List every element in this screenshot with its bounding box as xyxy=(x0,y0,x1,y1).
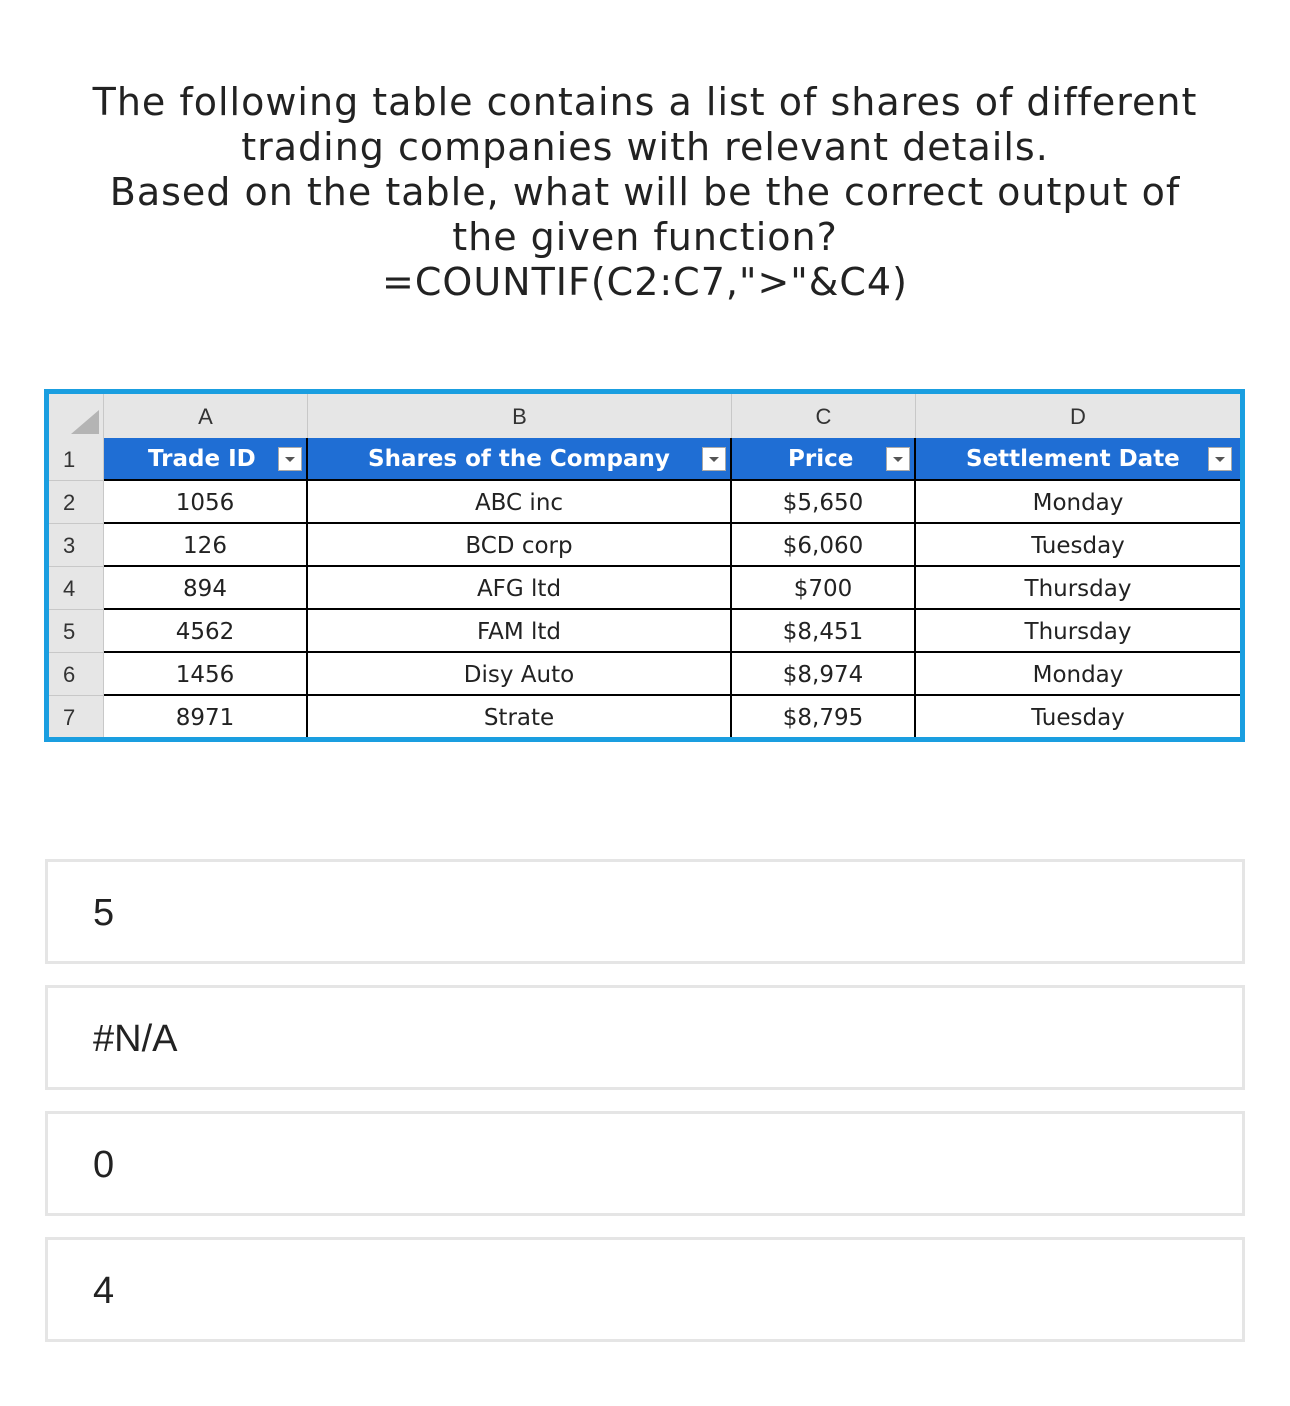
column-letter-d: D xyxy=(1070,404,1086,429)
question-line-2: trading companies with relevant details. xyxy=(241,125,1049,169)
answer-option-1[interactable] xyxy=(45,859,1245,964)
cell-price: $6,060 xyxy=(732,524,916,567)
answer-option-label: 0 xyxy=(93,1144,115,1186)
cell-settlement-date: Thursday xyxy=(916,610,1240,653)
cell-price: $5,650 xyxy=(732,481,916,524)
header-shares-company-label: Shares of the Company xyxy=(368,446,670,472)
cell-company: ABC inc xyxy=(308,481,732,524)
column-letter-a: A xyxy=(104,394,308,438)
question-line-1: The following table contains a list of shares of different xyxy=(92,80,1198,124)
answer-option-3[interactable] xyxy=(45,1111,1245,1216)
question-text xyxy=(40,80,1250,305)
row-number-3: 3 xyxy=(49,524,104,567)
cell-company: Disy Auto xyxy=(308,653,732,696)
header-price xyxy=(732,438,916,481)
header-trade-id xyxy=(104,438,308,481)
row-number-7: 7 xyxy=(49,696,104,737)
cell-company: BCD corp xyxy=(308,524,732,567)
question-line-3: Based on the table, what will be the correct output of xyxy=(109,170,1181,214)
row-number-4: 4 xyxy=(49,567,104,610)
select-all-corner xyxy=(49,394,104,438)
cell-trade-id: 8971 xyxy=(104,696,308,737)
filter-dropdown-icon[interactable] xyxy=(1208,447,1232,471)
cell-company: AFG ltd xyxy=(308,567,732,610)
cell-price: $700 xyxy=(732,567,916,610)
filter-dropdown-icon[interactable] xyxy=(702,447,726,471)
answer-option-label: #N/A xyxy=(93,1018,178,1060)
cell-settlement-date: Tuesday xyxy=(916,524,1240,567)
header-trade-id-label: Trade ID xyxy=(148,446,256,472)
answer-option-label: 4 xyxy=(93,1270,115,1312)
cell-settlement-date: Thursday xyxy=(916,567,1240,610)
row-number-2: 2 xyxy=(49,481,104,524)
cell-trade-id: 1456 xyxy=(104,653,308,696)
cell-trade-id: 4562 xyxy=(104,610,308,653)
header-shares-company xyxy=(308,438,732,481)
answer-option-2[interactable] xyxy=(45,985,1245,1090)
header-settlement-date xyxy=(916,438,1240,481)
answer-option-label: 5 xyxy=(93,892,115,934)
row-number-1: 1 xyxy=(49,438,104,481)
answer-option-4[interactable] xyxy=(45,1237,1245,1342)
cell-company: Strate xyxy=(308,696,732,737)
cell-price: $8,795 xyxy=(732,696,916,737)
header-price-label: Price xyxy=(788,446,854,472)
cell-price: $8,974 xyxy=(732,653,916,696)
column-letter-c: C xyxy=(732,394,916,438)
cell-company: FAM ltd xyxy=(308,610,732,653)
select-all-triangle-icon xyxy=(71,410,99,434)
cell-settlement-date: Monday xyxy=(916,653,1240,696)
filter-dropdown-icon[interactable] xyxy=(278,447,302,471)
row-number-5: 5 xyxy=(49,610,104,653)
question-line-4: the given function? xyxy=(452,215,838,259)
row-number-6: 6 xyxy=(49,653,104,696)
cell-trade-id: 126 xyxy=(104,524,308,567)
cell-trade-id: 1056 xyxy=(104,481,308,524)
filter-dropdown-icon[interactable] xyxy=(886,447,910,471)
cell-settlement-date: Tuesday xyxy=(1031,705,1125,731)
cell-price: $8,451 xyxy=(732,610,916,653)
header-settlement-date-label: Settlement Date xyxy=(966,446,1180,472)
cell-trade-id: 894 xyxy=(104,567,308,610)
spreadsheet-image xyxy=(44,389,1245,742)
column-letter-b: B xyxy=(308,394,732,438)
cell-settlement-date: Monday xyxy=(916,481,1240,524)
question-formula: =COUNTIF(C2:C7,">"&C4) xyxy=(382,260,908,304)
